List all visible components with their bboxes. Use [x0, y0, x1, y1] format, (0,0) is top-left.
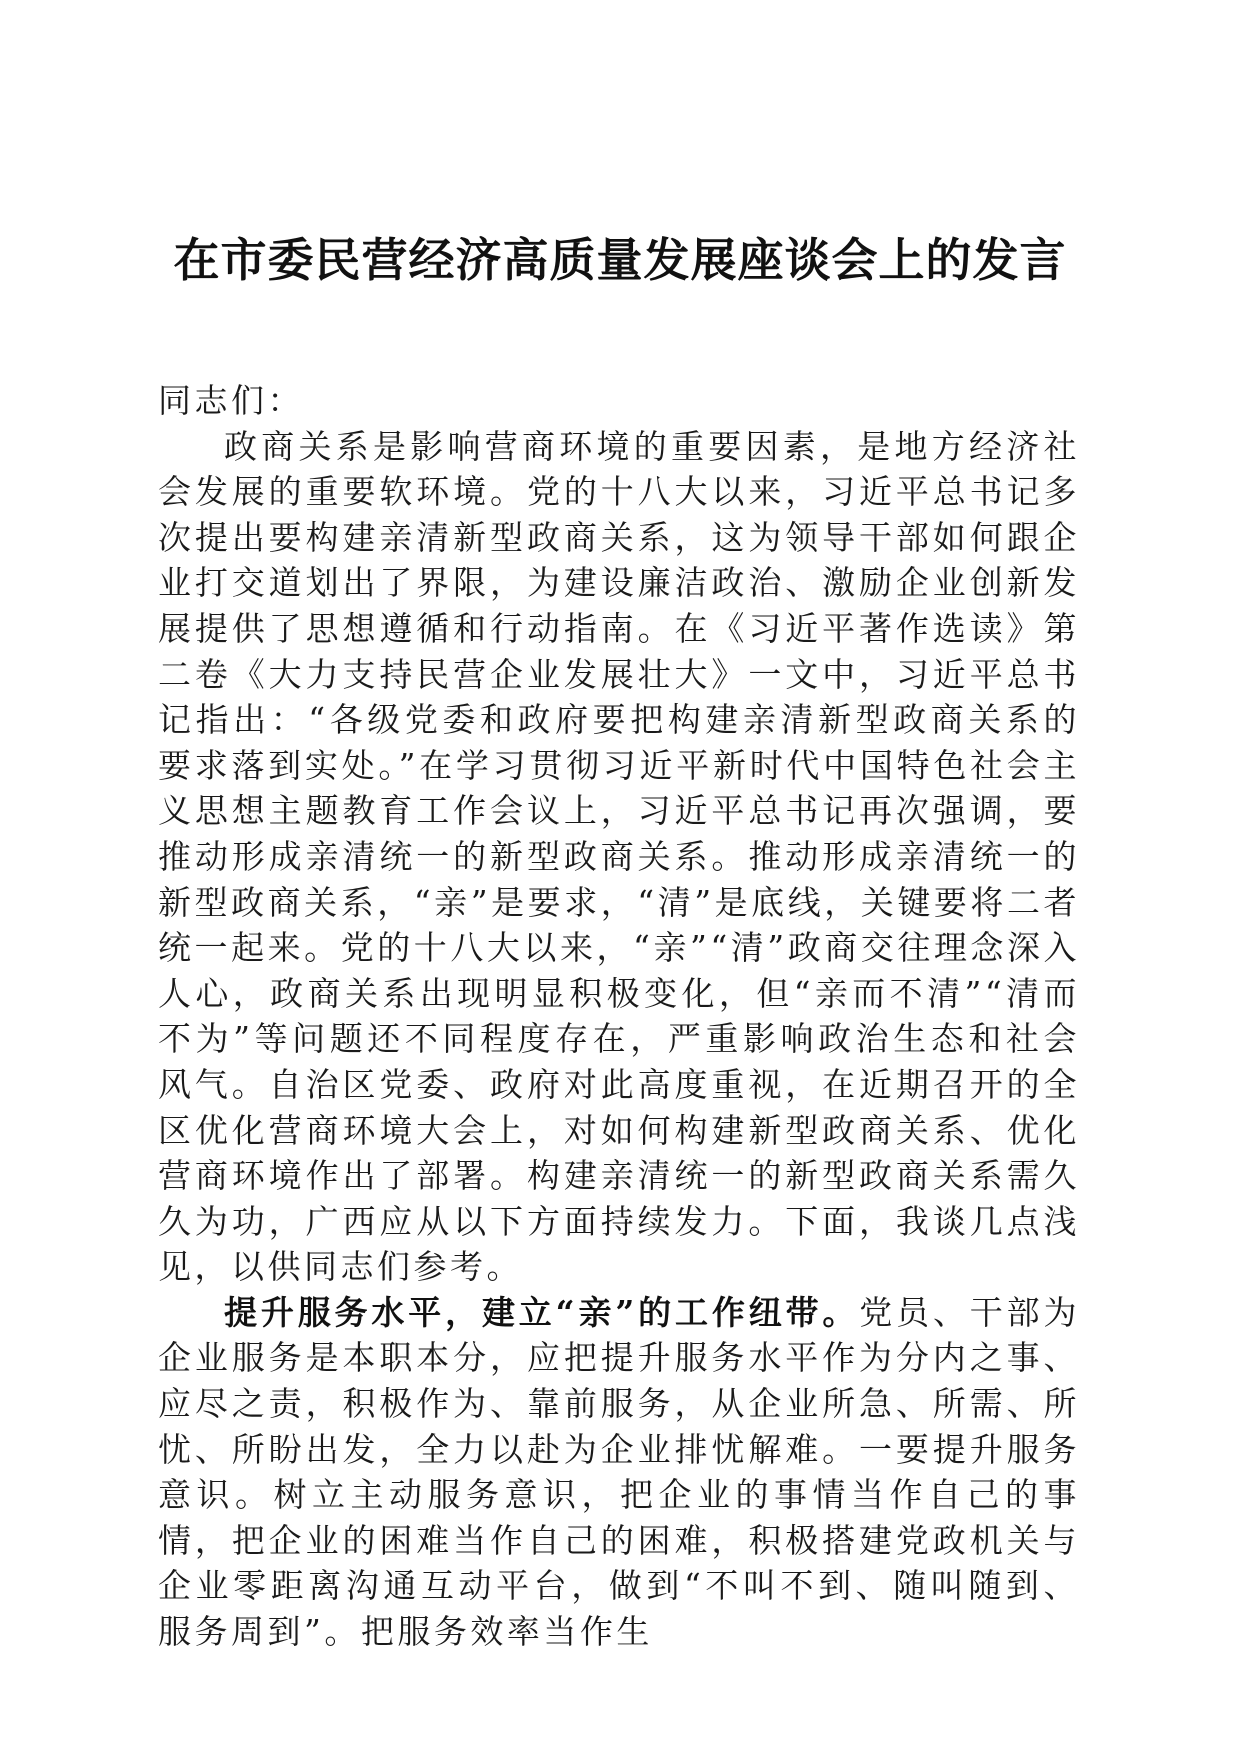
paragraph-text: 党员、干部为企业服务是本职本分，应把提升服务水平作为分内之事、应尽之责，积极作为、靠前服务，从企业所急、所需、所忧、所盼出发，全力以赴为企业排忧解难。一要提升服务意识。树立主动服务意识，把企业的事情当作自己的事情，把企业的困难当作自己的困难，积极搭建党政机关与企业零距离沟通互动平台，做到“不叫不到、随叫随到、服务周到”。把服务效率当作生 [158, 1292, 1080, 1652]
paragraph-service [158, 1290, 1080, 1655]
paragraph-text: 政商关系是影响营商环境的重要因素，是地方经济社会发展的重要软环境。党的十八大以来，习近平总书记多次提出要构建亲清新型政商关系，这为领导干部如何跟企业打交道划出了界限，为建设廉洁政治、激励企业创新发展提供了思想遵循和行动指南。在《习近平著作选读》第二卷《大力支持民营企业发展壮大》一文中，习近平总书记指出：“各级党委和政府要把构建亲清新型政商关系的要求落到实处。”在学习贯彻习近平新时代中国特色社会主义思想主题教育工作会议上，习近平总书记再次强调，要推动形成亲清统一的新型政商关系。推动形成亲清统一的新型政商关系，“亲”是要求，“清”是底线，关键要将二者统一起来。党的十八大以来，“亲”“清”政商交往理念深入人心，政商关系出现明显积极变化，但“亲而不清”“清而不为”等问题还不同程度存在，严重影响政治生态和社会风气。自治区党委、政府对此高度重视，在近期召开的全区优化营商环境大会上，对如何构建新型政商关系、优化营商环境作出了部署。构建亲清统一的新型政商关系需久久为功，广西应从以下方面持续发力。下面，我谈几点浅见，以供同志们参考。 [158, 426, 1080, 1287]
salutation: 同志们： [158, 381, 304, 420]
document-body [158, 378, 1080, 1655]
paragraph-lead-heading: 提升服务水平，建立“亲”的工作纽带。 [224, 1292, 860, 1332]
document-title: 在市委民营经济高质量发展座谈会上的发言 [173, 233, 1067, 287]
paragraph-intro [158, 424, 1080, 1290]
